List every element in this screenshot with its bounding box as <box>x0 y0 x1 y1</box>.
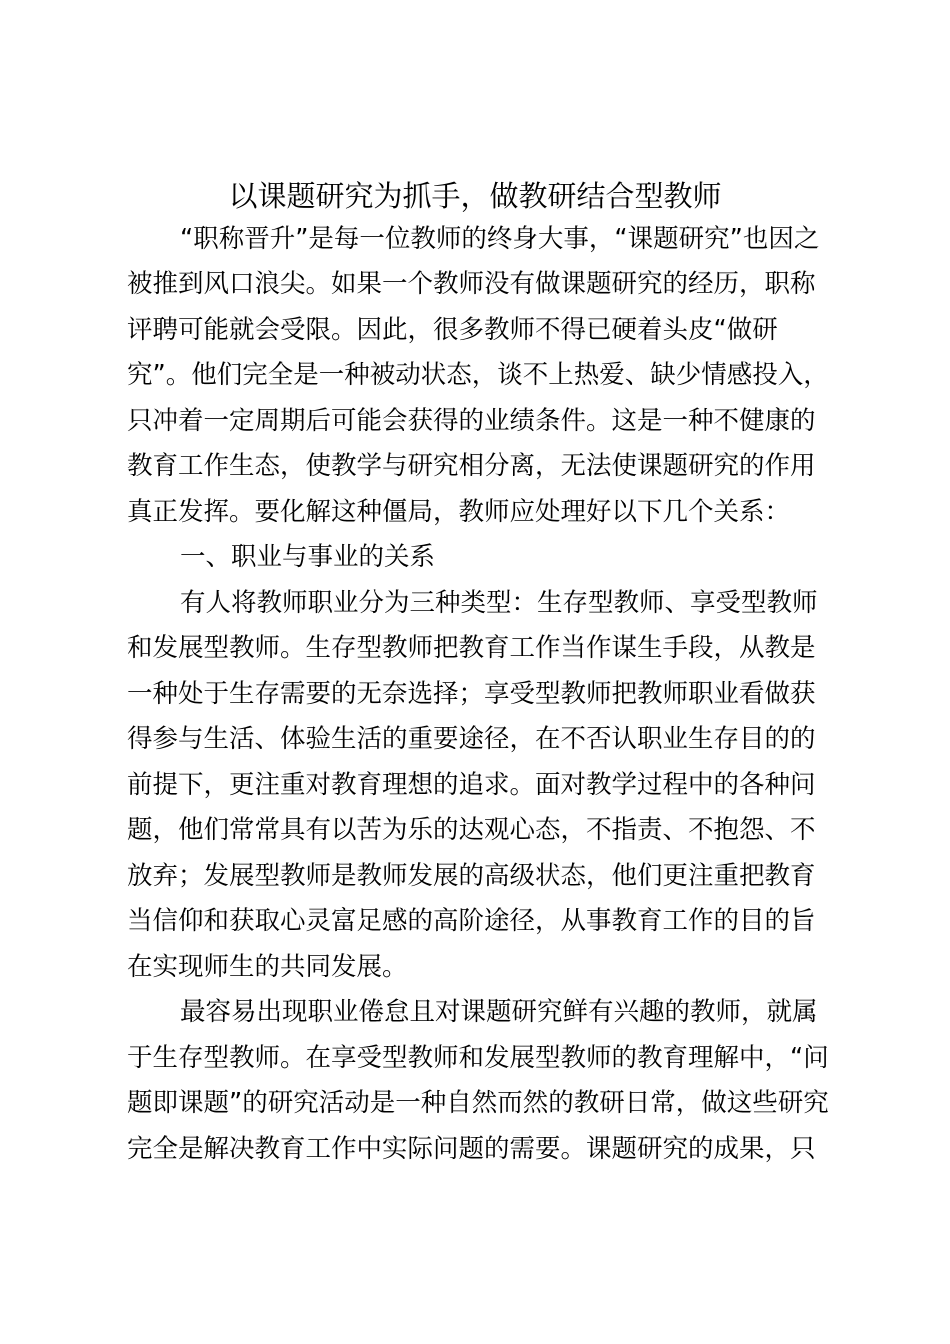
paragraph-line: 被推到风口浪尖。如果一个教师没有做课题研究的经历，职称 <box>127 269 816 299</box>
document-title: 以课题研究为抓手，做教研结合型教师 <box>228 179 722 213</box>
paragraph-line: 评聘可能就会受限。因此，很多教师不得已硬着头皮“做研 <box>127 315 778 345</box>
paragraph-line: 最容易出现职业倦怠且对课题研究鲜有兴趣的教师，就属 <box>180 997 818 1027</box>
paragraph-line: 只冲着一定周期后可能会获得的业绩条件。这是一种不健康的 <box>127 406 816 436</box>
paragraph-line: “职称晋升”是每一位教师的终身大事，“课题研究”也因之 <box>180 224 820 254</box>
paragraph-line: 教育工作生态，使教学与研究相分离，无法使课题研究的作用 <box>127 451 816 481</box>
paragraph-line: 前提下，更注重对教育理想的追求。面对教学过程中的各种问 <box>127 770 816 800</box>
paragraph-line: 一种处于生存需要的无奈选择；享受型教师把教师职业看做获 <box>127 679 816 709</box>
paragraph-line: 于生存型教师。在享受型教师和发展型教师的教育理解中，“问 <box>127 1043 829 1073</box>
paragraph-line: 究”。他们完全是一种被动状态，谈不上热爱、缺少情感投入， <box>127 360 829 390</box>
paragraph-line: 题，他们常常具有以苦为乐的达观心态，不指责、不抱怨、不 <box>127 815 816 845</box>
paragraph-line: 和发展型教师。生存型教师把教育工作当作谋生手段，从教是 <box>127 633 816 663</box>
paragraph-line: 题即课题”的研究活动是一种自然而然的教研日常，做这些研究 <box>127 1088 829 1118</box>
paragraph-line: 在实现师生的共同发展。 <box>127 952 408 982</box>
paragraph-line: 得参与生活、体验生活的重要途径，在不否认职业生存目的的 <box>127 724 816 754</box>
paragraph-line: 放弃；发展型教师是教师发展的高级状态，他们更注重把教育 <box>127 861 816 891</box>
section-heading: 一、职业与事业的关系 <box>180 542 436 572</box>
paragraph-line: 当信仰和获取心灵富足感的高阶途径，从事教育工作的目的旨 <box>127 906 816 936</box>
paragraph-line: 完全是解决教育工作中实际问题的需要。课题研究的成果，只 <box>127 1134 816 1164</box>
paragraph-line: 真正发挥。要化解这种僵局，教师应处理好以下几个关系： <box>127 497 791 527</box>
paragraph-line: 有人将教师职业分为三种类型：生存型教师、享受型教师 <box>180 588 818 618</box>
